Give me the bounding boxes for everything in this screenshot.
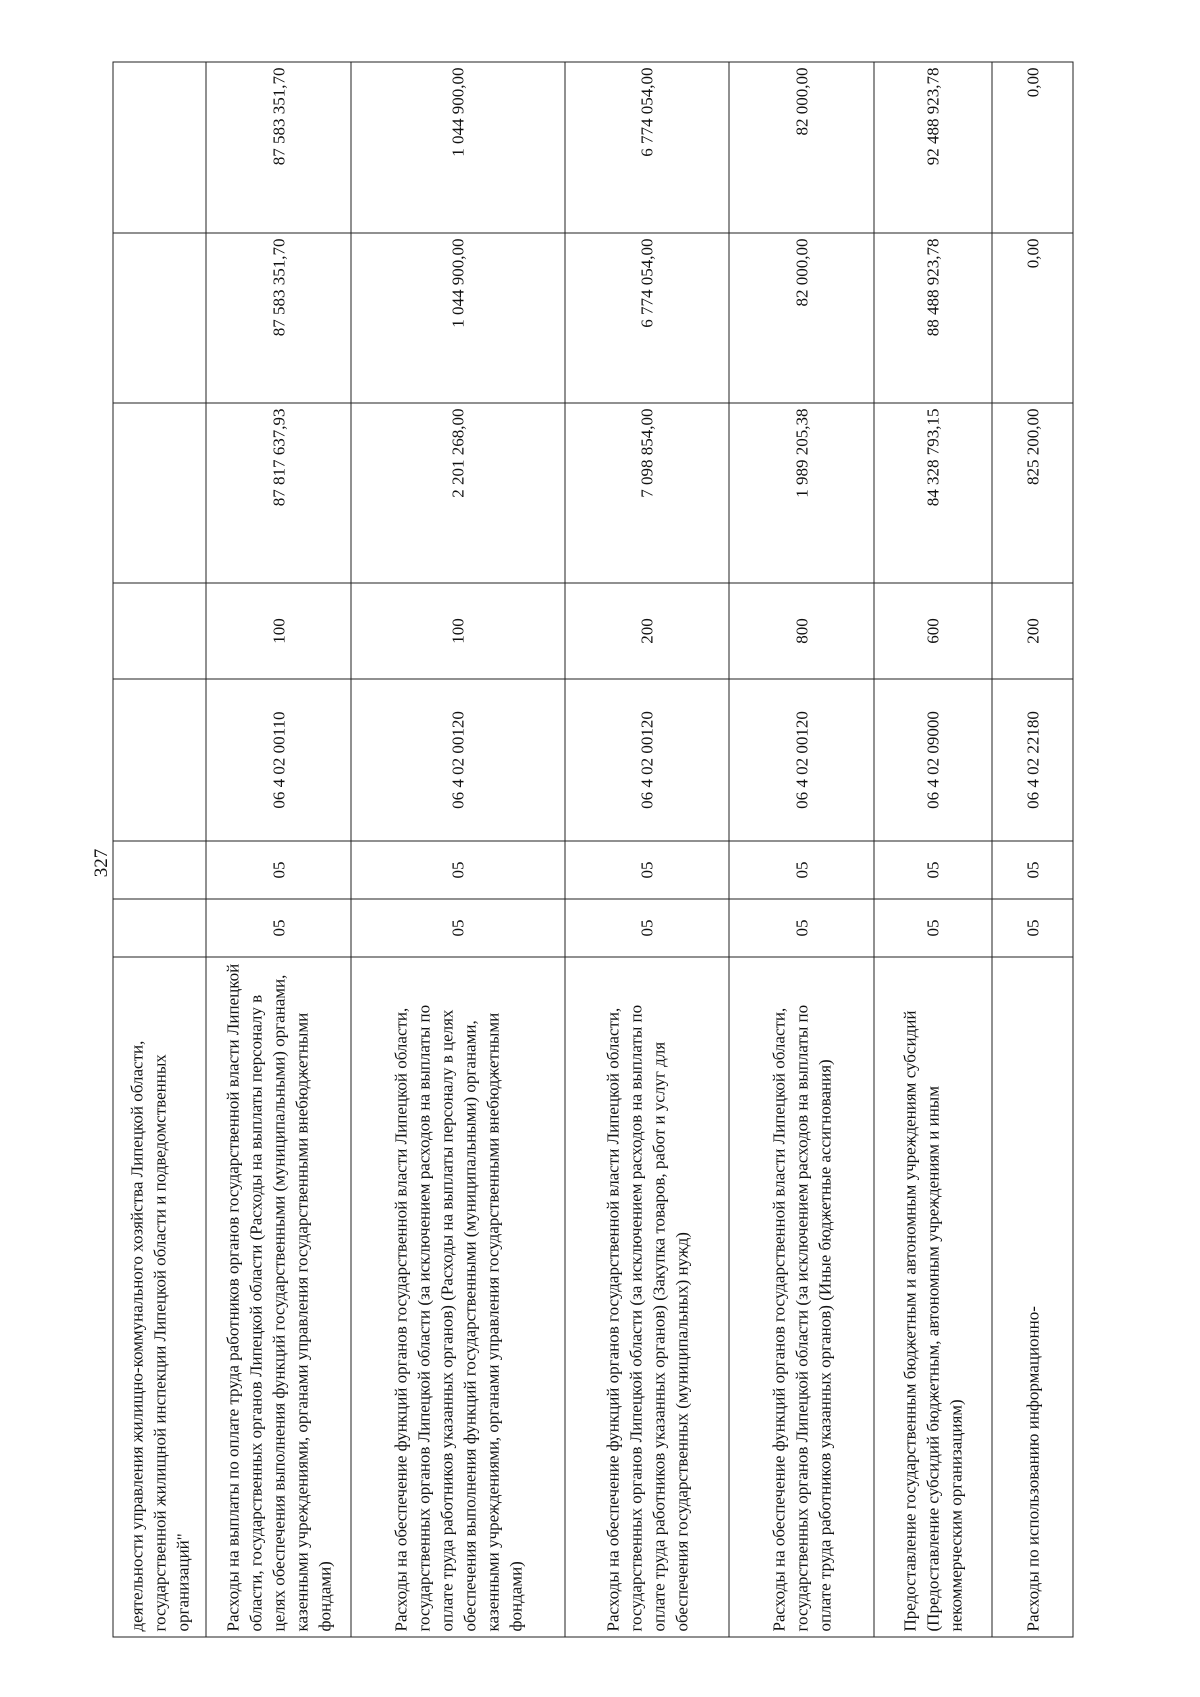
amount-year-3: 87 583 351,70 <box>206 62 351 233</box>
amount-year-1: 1 989 205,38 <box>729 403 874 583</box>
target-article-code: 06 4 02 00110 <box>206 679 351 841</box>
target-article-code: 06 4 02 09000 <box>874 679 992 841</box>
amount-year-1: 2 201 268,00 <box>351 403 565 583</box>
expense-type-code: 100 <box>206 583 351 679</box>
target-article-code <box>113 679 206 841</box>
section-code: 05 <box>874 899 992 957</box>
section-code: 05 <box>206 899 351 957</box>
subsection-code: 05 <box>874 841 992 899</box>
expense-type-code <box>113 583 206 679</box>
amount-year-3: 1 044 900,00 <box>351 62 565 233</box>
amount-year-2: 0,00 <box>992 233 1073 403</box>
section-code: 05 <box>565 899 729 957</box>
table-row <box>206 62 351 1637</box>
amount-year-2 <box>113 233 206 403</box>
amount-year-1 <box>113 403 206 583</box>
section-code: 05 <box>351 899 565 957</box>
section-code: 05 <box>992 899 1073 957</box>
amount-year-3 <box>113 62 206 233</box>
subsection-code: 05 <box>729 841 874 899</box>
rotated-table-container <box>112 62 1072 1637</box>
amount-year-2: 87 583 351,70 <box>206 233 351 403</box>
table-row <box>992 62 1073 1637</box>
page-number: 327 <box>91 848 112 878</box>
subsection-code: 05 <box>351 841 565 899</box>
row-description: Расходы на обеспечение функций органов государственной власти Липецкой области, государственных органов Липецкой области (за исключением расходов на выплаты по оплате труда работников указанных органов) (Иные бюджетные ассигнования) <box>729 957 874 1637</box>
amount-year-3: 0,00 <box>992 62 1073 233</box>
table-row <box>351 62 565 1637</box>
section-code: 05 <box>729 899 874 957</box>
row-description: Расходы на обеспечение функций органов государственной власти Липецкой области, государственных органов Липецкой области (за исключением расходов на выплаты по оплате труда работников указанных органов) (Расходы на выплаты персоналу в целях обеспечения выполнения функций государственными (муниципальными) органами, казенными учреждениями, органами управления государственными внебюджетными фондами) <box>351 957 565 1637</box>
subsection-code <box>113 841 206 899</box>
expense-type-code: 100 <box>351 583 565 679</box>
amount-year-3: 92 488 923,78 <box>874 62 992 233</box>
amount-year-1: 87 817 637,93 <box>206 403 351 583</box>
target-article-code: 06 4 02 22180 <box>992 679 1073 841</box>
row-description: Расходы по использованию информационно- <box>992 957 1073 1637</box>
row-description: деятельности управления жилищно-коммунального хозяйства Липецкой области, государственной жилищной инспекции Липецкой области и подведомственных организаций" <box>113 957 206 1637</box>
row-description: Предоставление государственным бюджетным и автономным учреждениям субсидий (Предоставление субсидий бюджетным, автономным учреждениям и иным некоммерческим организациям) <box>874 957 992 1637</box>
amount-year-1: 825 200,00 <box>992 403 1073 583</box>
budget-table <box>112 61 1073 1637</box>
row-description: Расходы на обеспечение функций органов государственной власти Липецкой области, государственных органов Липецкой области (за исключением расходов на выплаты по оплате труда работников указанных органов) (Закупка товаров, работ и услуг для обеспечения государственных (муниципальных) нужд) <box>565 957 729 1637</box>
amount-year-2: 82 000,00 <box>729 233 874 403</box>
target-article-code: 06 4 02 00120 <box>565 679 729 841</box>
amount-year-3: 82 000,00 <box>729 62 874 233</box>
target-article-code: 06 4 02 00120 <box>351 679 565 841</box>
section-code <box>113 899 206 957</box>
amount-year-1: 84 328 793,15 <box>874 403 992 583</box>
table-row <box>874 62 992 1637</box>
table-row <box>565 62 729 1637</box>
row-description: Расходы на выплаты по оплате труда работников органов государственной власти Липецкой области, государственных органов Липецкой области (Расходы на выплаты персоналу в целях обеспечения выполнения функций государственными (муниципальными) органами, казенными учреждениями, органами управления государственными внебюджетными фондами) <box>206 957 351 1637</box>
expense-type-code: 800 <box>729 583 874 679</box>
expense-type-code: 600 <box>874 583 992 679</box>
table-row <box>113 62 206 1637</box>
amount-year-2: 6 774 054,00 <box>565 233 729 403</box>
target-article-code: 06 4 02 00120 <box>729 679 874 841</box>
amount-year-1: 7 098 854,00 <box>565 403 729 583</box>
subsection-code: 05 <box>565 841 729 899</box>
subsection-code: 05 <box>992 841 1073 899</box>
amount-year-2: 1 044 900,00 <box>351 233 565 403</box>
amount-year-3: 6 774 054,00 <box>565 62 729 233</box>
table-row <box>729 62 874 1637</box>
expense-type-code: 200 <box>992 583 1073 679</box>
amount-year-2: 88 488 923,78 <box>874 233 992 403</box>
expense-type-code: 200 <box>565 583 729 679</box>
subsection-code: 05 <box>206 841 351 899</box>
